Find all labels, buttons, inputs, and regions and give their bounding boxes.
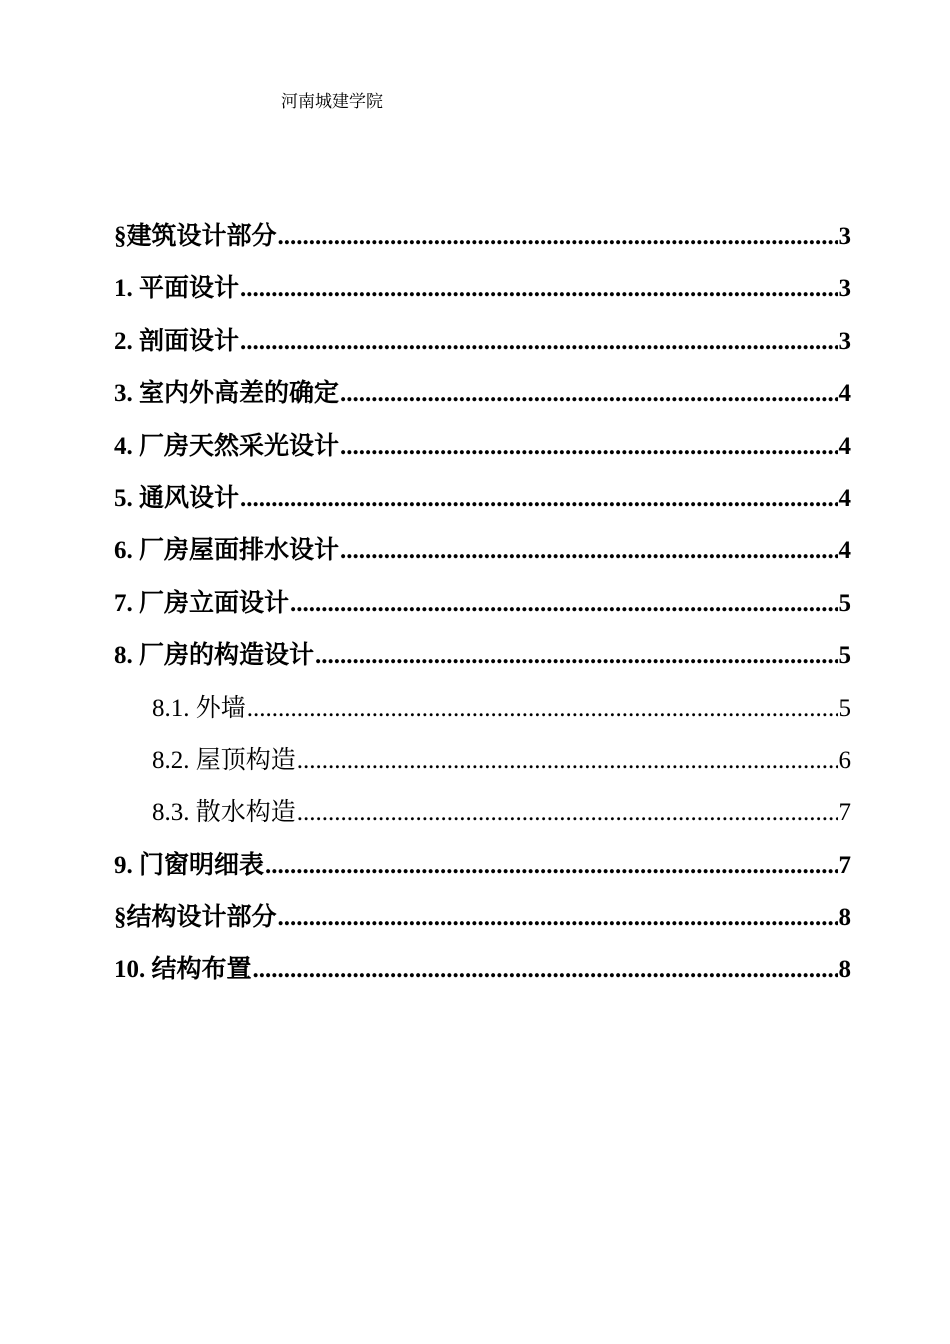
toc-subentry[interactable] [114,689,851,741]
toc-leader-dots [340,427,837,467]
toc-leader-dots [240,479,837,519]
toc-leader-dots [315,636,837,676]
toc-entry-title: 2. 剖面设计 [114,327,240,355]
toc-entry[interactable] [114,427,851,479]
toc-entry-page: 5 [838,589,851,617]
toc-entry-title: 10. 结构布置 [114,956,252,984]
toc-entry-title: §建筑设计部分 [114,223,277,250]
toc-entry-page: 5 [838,694,851,722]
toc-entry-title: 6. 厂房屋面排水设计 [114,537,340,565]
toc-entry[interactable] [114,374,851,426]
toc-entry[interactable] [114,636,851,688]
toc-leader-dots [297,793,838,833]
toc-entry-page: 5 [838,642,851,670]
toc-leader-dots [290,584,837,624]
toc-entry-page: 7 [838,799,851,827]
toc-entry-page: 4 [838,380,851,408]
toc-entry-page: 3 [838,223,851,250]
toc-leader-dots [247,689,838,729]
toc-entry[interactable] [114,531,851,583]
toc-subentry[interactable] [114,793,851,845]
toc-leader-dots [265,846,837,886]
toc-entry-title: §结构设计部分 [114,904,277,932]
toc-leader-dots [340,374,837,414]
toc-entry[interactable] [114,322,851,374]
toc-entry[interactable] [114,479,851,531]
toc-entry-title: 8. 厂房的构造设计 [114,642,315,670]
toc-entry[interactable] [114,898,851,950]
toc-entry[interactable] [114,846,851,898]
toc-leader-dots [240,322,837,362]
toc-entry-title: 7. 厂房立面设计 [114,589,290,617]
toc-entry-page: 8 [838,956,851,984]
toc-entry[interactable] [114,950,851,1002]
toc-entry-title: 5. 通风设计 [114,484,240,512]
toc-subentry[interactable] [114,741,851,793]
toc-entry[interactable] [114,217,851,269]
toc-leader-dots [340,531,837,571]
toc-entry-page: 4 [838,537,851,565]
toc-entry-title: 8.2. 屋顶构造 [152,746,296,774]
toc-leader-dots [278,217,838,257]
toc-entry-page: 6 [838,746,851,774]
toc-entry[interactable] [114,269,851,321]
toc-leader-dots [278,898,838,938]
toc-leader-dots [297,741,838,781]
toc-entry-page: 4 [838,484,851,512]
toc-entry-page: 4 [838,432,851,460]
toc-entry-title: 4. 厂房天然采光设计 [114,432,340,460]
toc-leader-dots [240,269,837,309]
toc-entry-title: 1. 平面设计 [114,275,240,303]
toc-entry-title: 8.1. 外墙 [152,694,246,722]
toc-entry-page: 8 [838,904,851,932]
toc-entry-page: 7 [838,851,851,879]
toc-entry[interactable] [114,584,851,636]
toc-entry-title: 8.3. 散水构造 [152,799,296,827]
table-of-contents [114,217,851,1003]
toc-leader-dots [253,950,838,990]
toc-entry-page: 3 [838,327,851,355]
toc-entry-title: 9. 门窗明细表 [114,851,265,879]
page-header: 河南城建学院 [281,92,383,111]
toc-entry-title: 3. 室内外高差的确定 [114,380,340,408]
toc-entry-page: 3 [838,275,851,303]
